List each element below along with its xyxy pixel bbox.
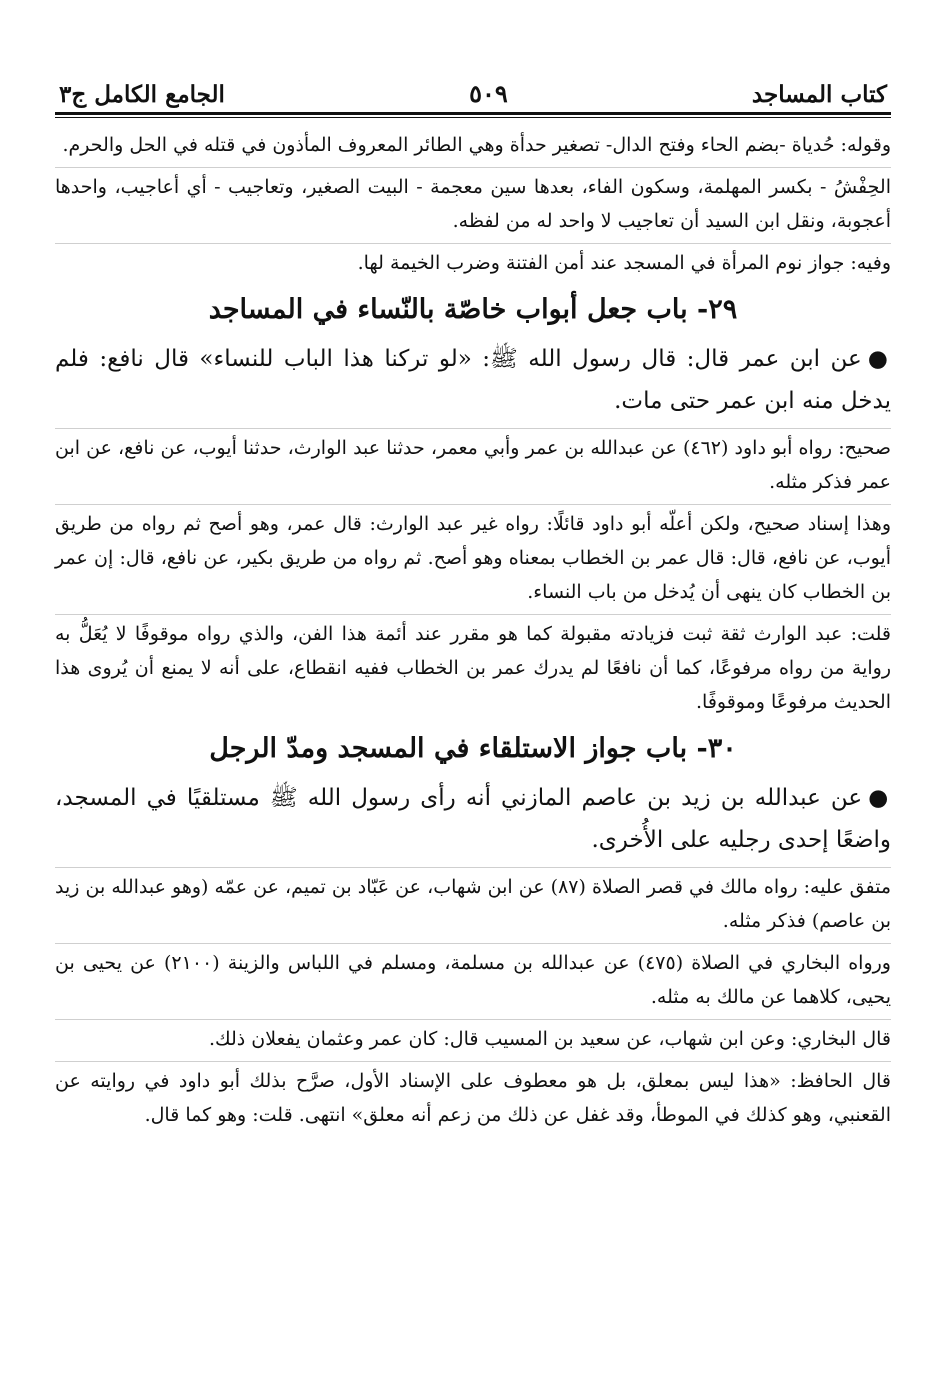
header-book-title: الجامع الكامل ج٣ [59, 81, 225, 108]
running-header [55, 60, 891, 108]
hadith-text-29 [55, 338, 891, 422]
takhrij-paragraph: وهذا إسناد صحيح، ولكن أعلّه أبو داود قائلًا: رواه غير عبد الوارث: قال عمر، وهو أصح ثم رواه من طريق أيوب، عن نافع، قال: قال عمر بن الخطاب بمعناه وهو أصح. ثم رواه من طريق بكير، عن نافع، قال: إن عمر بن الخطاب كان ينهى أن يُدخل من باب النساء. [55, 504, 891, 609]
bullet-icon: ● [868, 784, 891, 811]
chapter-heading-29: ٢٩- باب جعل أبواب خاصّة بالنّساء في المساجد [208, 294, 738, 325]
bullet-icon: ● [867, 345, 891, 372]
header-rule-thin [55, 117, 891, 118]
takhrij-paragraph: قلت: عبد الوارث ثقة ثبت فزيادته مقبولة كما هو مقرر عند أئمة هذا الفن، والذي رواه موقوفًا لا يُعَلُّ به رواية من رواه مرفوعًا، كما أن نافعًا لم يدرك عمر بن الخطاب ففيه انقطاع، على أنه لا يمنع أن يُروى هذا الحديث مرفوعًا وموقوفًا. [55, 614, 891, 719]
chapter-heading-30: ٣٠- باب جواز الاستلقاء في المسجد ومدّ الرجل [209, 733, 737, 764]
takhrij-paragraph: صحيح: رواه أبو داود (٤٦٢) عن عبدالله بن عمر وأبي معمر، حدثنا عبد الوارث، حدثنا أيوب، عن نافع، عن ابن عمر فذكر مثله. [55, 428, 891, 499]
commentary-paragraph: وقوله: حُدياة -بضم الحاء وفتح الدال- تصغير حدأة وهي الطائر المعروف المأذون في قتله في الحل والحرم. [62, 134, 891, 156]
takhrij-paragraph: ورواه البخاري في الصلاة (٤٧٥) عن عبدالله بن مسلمة، ومسلم في اللباس والزينة (٢١٠٠) عن يحيى بن يحيى، كلاهما عن مالك به مثله. [55, 943, 891, 1014]
commentary-paragraph: الحِفْشُ - بكسر المهلمة، وسكون الفاء، بعدها سين معجمة - البيت الصغير، وتعاجيب - أي أعاجيب، واحدها أعجوبة، ونقل ابن السيد أن تعاجيب لا واحد له من لفظه. [55, 167, 891, 238]
header-rule-thick [55, 112, 891, 115]
header-book-section: كتاب المساجد [751, 81, 887, 108]
takhrij-paragraph: قال البخاري: وعن ابن شهاب، عن سعيد بن المسيب قال: كان عمر وعثمان يفعلان ذلك. [55, 1019, 891, 1056]
commentary-paragraph: وفيه: جواز نوم المرأة في المسجد عند أمن الفتنة وضرب الخيمة لها. [55, 243, 891, 280]
page-number: ٥٠٩ [469, 79, 508, 108]
hadith-text-30 [55, 777, 891, 861]
takhrij-paragraph: متفق عليه: رواه مالك في قصر الصلاة (٨٧) عن ابن شهاب، عن عَبّاد بن تميم، عن عمّه (وهو عبدالله بن زيد بن عاصم) فذكر مثله. [55, 867, 891, 938]
hadith-body: عن عبدالله بن زيد بن عاصم المازني أنه رأى رسول الله ﷺ مستلقيًا في المسجد، واضعًا إحدى رجليه على الأُخرى. [55, 785, 891, 853]
book-page [55, 60, 891, 1387]
takhrij-paragraph: قال الحافظ: «هذا ليس بمعلق، بل هو معطوف على الإسناد الأول، صرَّح بذلك أبو داود في روايته عن القعنبي، وهو كذلك في الموطأ، وقد غفل عن ذلك من زعم أنه معلق» انتهى. قلت: وهو كما قال. [55, 1061, 891, 1132]
hadith-body: عن ابن عمر قال: قال رسول الله ﷺ: «لو تركنا هذا الباب للنساء» قال نافع: فلم يدخل منه ابن عمر حتى مات. [55, 346, 891, 414]
